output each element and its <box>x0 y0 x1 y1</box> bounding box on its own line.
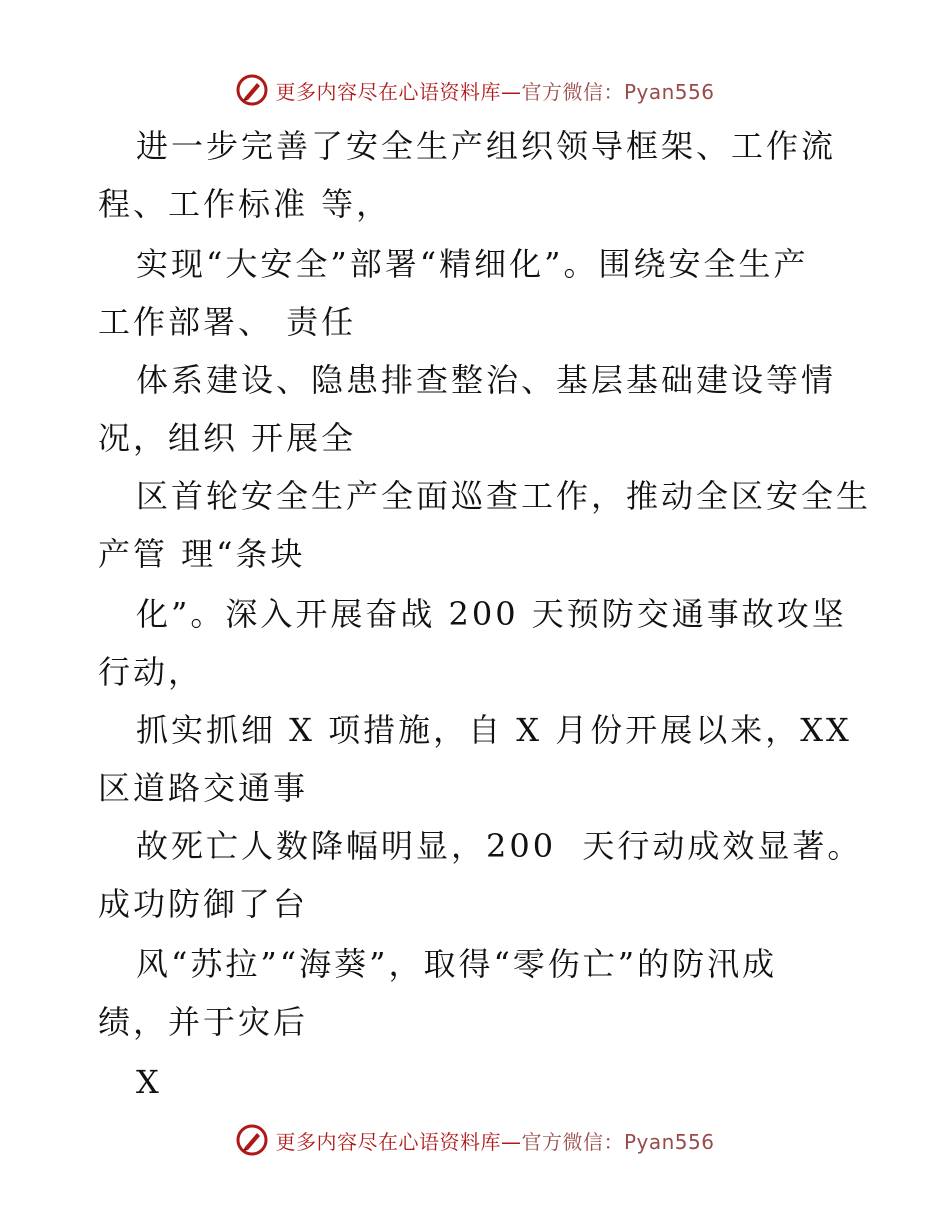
body-line: 程、工作标准 等， <box>98 185 392 223</box>
body-line: 体系建设、隐患排查整治、基层基础建设等情 <box>136 361 837 399</box>
body-line: 行动， <box>98 653 204 691</box>
footer-banner <box>0 1120 950 1160</box>
body-line: 化”。深入开展奋战 200 天预防交通事故攻坚 <box>136 595 847 633</box>
body-line: 况，组织 开展全 <box>98 419 357 457</box>
body-line: X <box>136 1063 162 1101</box>
header-banner <box>0 70 950 110</box>
body-line: 绩，并于灾后 <box>98 1003 309 1041</box>
body-line: 区道路交通事 <box>98 769 309 807</box>
pen-logo-icon <box>235 73 269 107</box>
body-line: 抓实抓细 X 项措施，自 X 月份开展以来，XX <box>136 711 852 749</box>
body-line: 进一步完善了安全生产组织领导框架、工作流 <box>136 127 837 165</box>
body-line: 工作部署、 责任 <box>98 303 357 341</box>
body-line: 实现“大安全”部署“精细化”。围绕安全生产 <box>136 245 809 283</box>
header-banner-text: 更多内容尽在心语资料库—官方微信：Pyan556 <box>275 79 715 104</box>
body-line: 风“苏拉”“海葵”，取得“零伤亡”的防汛成 <box>136 945 778 983</box>
pen-logo-icon <box>235 1123 269 1157</box>
body-line: 成功防御了台 <box>98 885 309 923</box>
footer-banner-text: 更多内容尽在心语资料库—官方微信：Pyan556 <box>275 1129 715 1154</box>
body-line: 产管 理“条块 <box>98 535 306 573</box>
body-line: 故死亡人数降幅明显，200 天行动成效显著。 <box>136 827 863 865</box>
body-line: 区首轮安全生产全面巡查工作，推动全区安全生 <box>136 477 872 515</box>
